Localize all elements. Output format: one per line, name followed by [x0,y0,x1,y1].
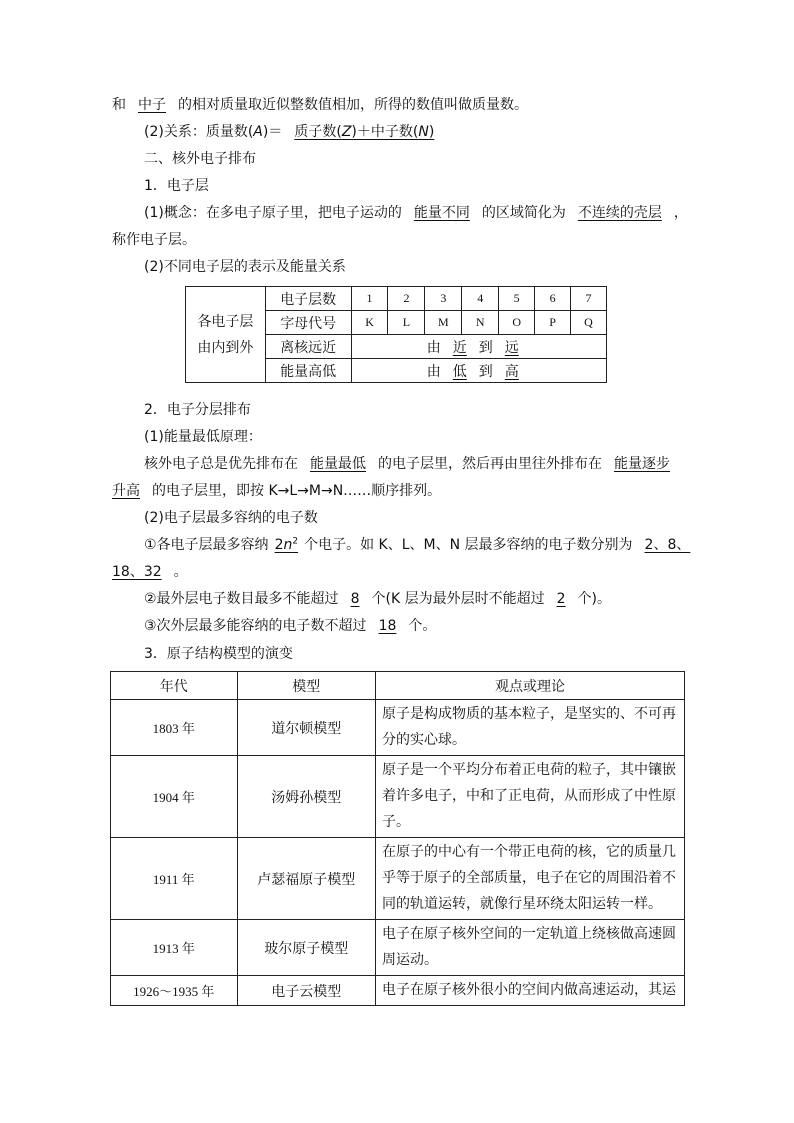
table-cell-model: 道尔顿模型 [237,700,375,756]
table-cell: K [351,311,388,335]
table-cell-desc: 电子在原子核外很小的空间内做高速运动，其运 [376,976,685,1006]
table-cell: 1 [351,287,388,311]
row-label-energy: 能量高低 [265,359,351,383]
answer-blank: 质子数(Z)＋中子数(N) [294,124,435,140]
text-line-rule-3: ③次外层最多能容纳的电子数不超过 18 个。 [144,618,437,634]
answer-blank: $2n^2$ [274,536,299,553]
table-cell: M [425,311,462,335]
text-line-relation [144,122,446,142]
table-cell-desc: 电子在原子核外空间的一定轨道上绕核做高速圆周运动。 [376,920,685,976]
answer-blank: 低 [452,363,467,380]
table-cell: 6 [535,287,571,311]
table-header: 模型 [237,672,375,700]
answer-blank: 2、8、 [644,537,691,553]
row-label-layer: 电子层数 [265,287,351,311]
table-cell-model: 电子云模型 [237,976,375,1006]
table-cell-desc: 原子是一个平均分布着正电荷的粒子，其中镶嵌着许多电子，中和了正电荷，从而形成了中性原子。 [376,756,685,838]
text: 的相对质量取近似整数值相加，所得的数值叫做质量数。 [178,97,528,113]
table-cell: Q [571,311,607,335]
table-cell-distance: 由 近 到 远 [351,335,606,359]
table-header: 年代 [111,672,238,700]
table-side-label: 各电子层 由内到外 [186,287,266,383]
table-row [111,700,685,756]
answer-blank: 远 [504,339,519,356]
text: 和 [112,97,126,113]
table-cell: L [388,311,425,335]
table-row [111,838,685,920]
table-cell: 2 [388,287,425,311]
text: (2)关系：质量数( [144,124,254,140]
row-label-distance: 离核远近 [265,335,351,359]
answer-blank: 能量最低 [310,456,366,472]
subsection-heading: 2．电子分层排布 [144,402,251,418]
text-line-lowest-energy-cont: 升高 的电子层里，即按 K→L→M→N……顺序排列。 [112,483,442,499]
text-line-rule-1-cont: 18、32 。 [112,564,188,580]
text-line-concept: (1)概念：在多电子原子里，把电子运动的 能量不同 的区域简化为 不连续的壳层 ， [144,205,688,221]
electron-layer-table [185,286,607,383]
table-cell: 7 [571,287,607,311]
text-line-lowest-energy: 核外电子总是优先排布在 能量最低 的电子层里，然后再由里往外排布在 能量逐步 [144,456,670,472]
text-line-concept-cont: 称作电子层。 [112,232,196,248]
text-line: (1)能量最低原理： [144,429,262,445]
text: )＝ [262,124,283,140]
answer-blank: 能量逐步 [614,456,670,472]
subsection-heading: 3．原子结构模型的演变 [144,646,293,662]
text-line-table-caption: (2)不同电子层的表示及能量关系 [144,259,346,275]
subsection-heading: 1．电子层 [144,178,209,194]
table-cell-model: 卢瑟福原子模型 [237,838,375,920]
table-cell: 4 [462,287,499,311]
table-cell-year: 1913 年 [111,920,238,976]
answer-blank: 升高 [112,483,140,499]
answer-blank: 18、32 [112,564,162,580]
table-cell: 5 [499,287,535,311]
table-header: 观点或理论 [376,672,685,700]
text-line-rule-1: ①各电子层最多容纳 $2n^2$ 个电子。如 K、L、M、N 层最多容纳的电子数分别为 2、8、 [144,536,691,553]
answer-blank: 高 [504,363,519,380]
text-line-rule-2: ②最外层电子数目最多不能超过 8 个(K 层为最外层时不能超过 2 个)。 [144,591,611,607]
table-row [111,976,685,1006]
table-cell: O [499,311,535,335]
table-cell-desc: 在原子的中心有一个带正电荷的核，它的质量几乎等于原子的全部质量，电子在它的周围沿着不同的轨道运转，就像行星环绕太阳运转一样。 [376,838,685,920]
answer-blank: 8 [350,591,360,607]
table-cell-desc: 原子是构成物质的基本粒子，是坚实的、不可再分的实心球。 [376,700,685,756]
text-line: (2)电子层最多容纳的电子数 [144,510,318,526]
answer-blank: 近 [452,339,467,356]
answer-blank: 能量不同 [413,205,470,221]
atomic-model-table [110,671,685,1006]
table-cell-year: 1926～1935 年 [111,976,238,1006]
table-row [111,920,685,976]
table-cell-energy: 由 低 到 高 [351,359,606,383]
answer-blank: 2 [556,591,566,607]
answer-blank: 不连续的壳层 [577,205,662,221]
answer-blank: 18 [378,618,397,634]
table-cell: P [535,311,571,335]
table-cell-year: 1904 年 [111,756,238,838]
table-cell-year: 1911 年 [111,838,238,920]
section-title: 二、核外电子排布 [144,151,256,167]
table-cell-year: 1803 年 [111,700,238,756]
table-cell-model: 汤姆孙模型 [237,756,375,838]
table-cell-model: 玻尔原子模型 [237,920,375,976]
text-line-mass-number-def [112,95,528,115]
table-row [111,756,685,838]
answer-blank: 中子 [138,97,166,113]
table-cell: N [462,311,499,335]
symbol-A: A [253,124,263,140]
table-cell: 3 [425,287,462,311]
row-label-letter: 字母代号 [265,311,351,335]
